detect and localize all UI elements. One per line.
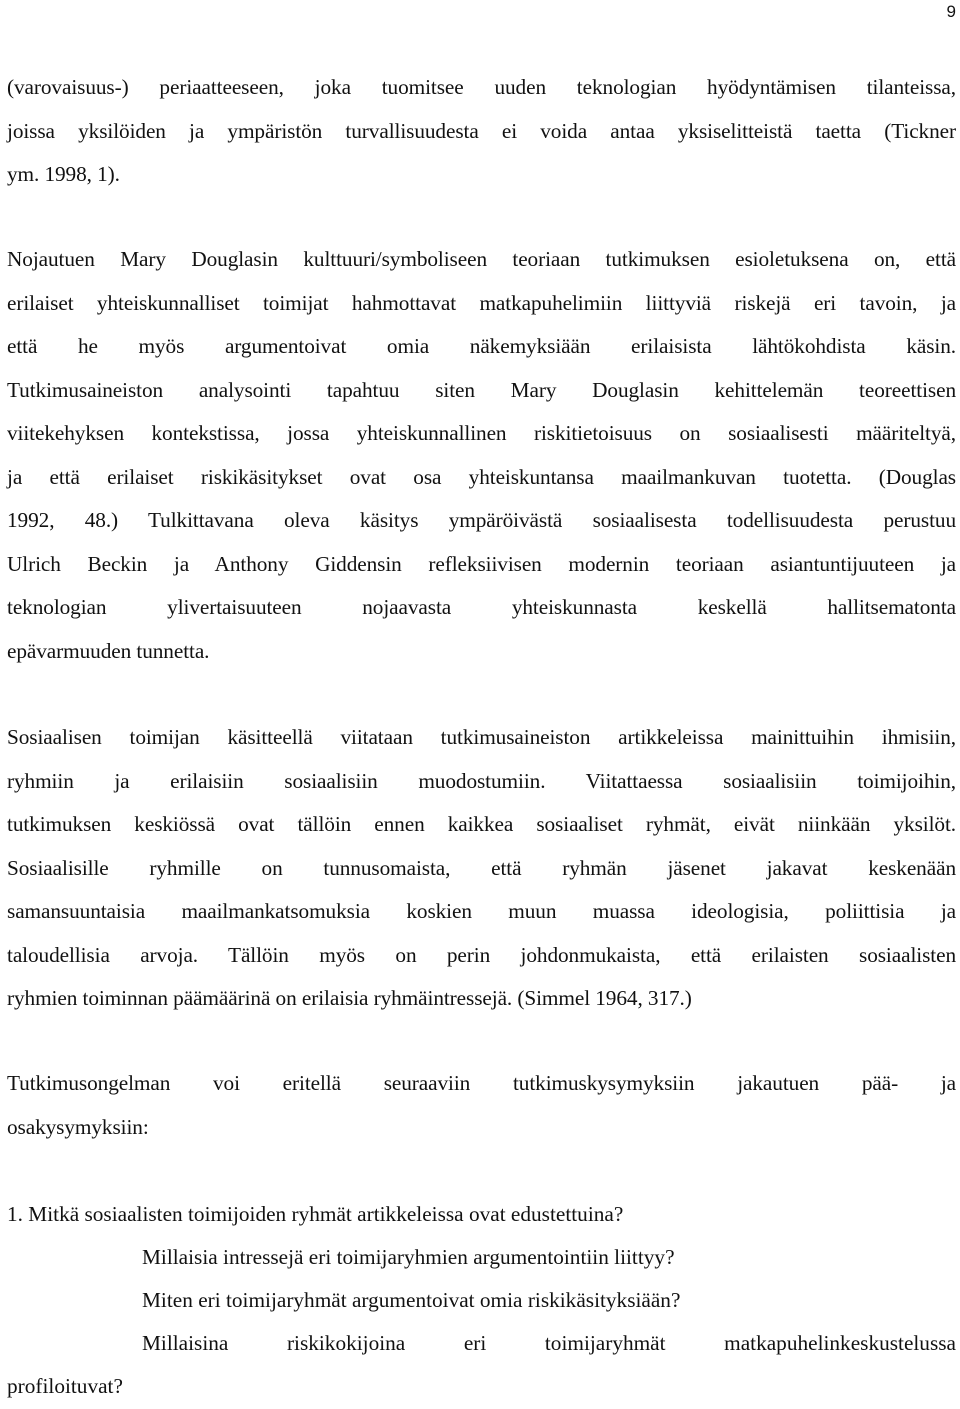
text-line: taloudellisia arvoja. Tällöin myös on perin johdonmukaista, että erilaisten sosiaalisten (7, 942, 956, 967)
text-line: 1992, 48.) Tulkittavana oleva käsitys ympäröivästä sosiaalisesta todellisuudesta perustuu (7, 508, 956, 532)
text-line: erilaiset yhteiskunnalliset toimijat hahmottavat matkapuhelimiin liittyviä riskejä eri tavoin, ja (7, 290, 956, 315)
sub-question-3: Millaisina riskikokijoina eri toimijaryhmät matkapuhelinkeskustelussa (142, 1331, 956, 1355)
text-line: Sosiaalisille ryhmille on tunnusomaista, että ryhmän jäsenet jakavat keskenään (7, 855, 956, 880)
text-line: joissa yksilöiden ja ympäristön turvallisuudesta ei voida antaa yksiselitteistä taetta (Tickner (7, 118, 956, 143)
sub-question-1: Millaisia intressejä eri toimijaryhmien argumentointiin liittyy? (142, 1245, 675, 1269)
text-line: osakysymyksiin: (7, 1114, 149, 1139)
paragraph-4 (7, 1062, 956, 1149)
text-line: teknologian ylivertaisuuteen nojaavasta yhteiskunnasta keskellä hallitsematonta (7, 595, 956, 619)
text-line: Ulrich Beckin ja Anthony Giddensin refleksiivisen modernin teoriaan asiantuntijuuteen ja (7, 551, 956, 576)
text-line: että he myös argumentoivat omia näkemyksiään erilaisista lähtökohdista käsin. (7, 334, 956, 358)
sub-question-2: Miten eri toimijaryhmät argumentoivat omia riskikäsityksiään? (142, 1288, 681, 1312)
page-number: 9 (946, 2, 956, 21)
paragraph-3 (7, 716, 956, 1021)
text-line: epävarmuuden tunnetta. (7, 638, 210, 663)
text-line: Sosiaalisen toimijan käsitteellä viitataan tutkimusaineiston artikkeleissa mainittuihin ihmisiin, (7, 725, 956, 749)
text-line: tutkimuksen keskiössä ovat tällöin ennen kaikkea sosiaaliset ryhmät, eivät niinkään yksilöt. (7, 812, 956, 836)
paragraph-1 (7, 66, 956, 197)
text-line: Tutkimusaineiston analysointi tapahtuu siten Mary Douglasin kehittelemän teoreettisen (7, 377, 956, 402)
text-line: viitekehyksen kontekstissa, jossa yhteiskunnallinen riskitietoisuus on sosiaalisesti määriteltyä, (7, 421, 956, 445)
text-line: (varovaisuus-) periaatteeseen, joka tuomitsee uuden teknologian hyödyntämisen tilanteissa, (7, 75, 956, 99)
paragraph-2 (7, 238, 956, 673)
text-line: ryhmiin ja erilaisiin sosiaalisiin muodostumiin. Viitattaessa sosiaalisiin toimijoihin, (7, 768, 956, 793)
sub-question-3-continuation: profiloituvat? (7, 1374, 123, 1398)
text-line: ym. 1998, 1). (7, 162, 120, 186)
text-line: samansuuntaisia maailmankatsomuksia koskien muun muassa ideologisia, poliittisia ja (7, 899, 956, 923)
text-line: ja että erilaiset riskikäsitykset ovat osa yhteiskuntansa maailmankuvan tuotetta. (Douglas (7, 464, 956, 489)
text-line: Tutkimusongelman voi eritellä seuraaviin tutkimuskysymyksiin jakautuen pää- ja (7, 1071, 956, 1095)
research-question-1: 1. Mitkä sosiaalisten toimijoiden ryhmät artikkeleissa ovat edustettuina? (7, 1202, 624, 1226)
text-line: Nojautuen Mary Douglasin kulttuuri/symboliseen teoriaan tutkimuksen esioletuksena on, että (7, 247, 956, 271)
text-line: ryhmien toiminnan päämäärinä on erilaisia ryhmäintressejä. (Simmel 1964, 317.) (7, 986, 692, 1010)
